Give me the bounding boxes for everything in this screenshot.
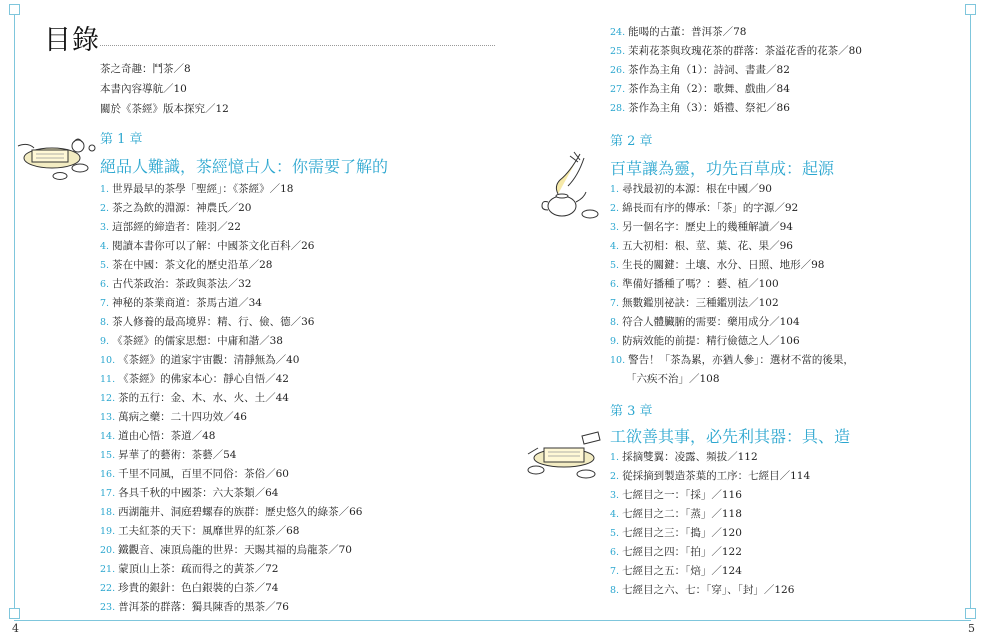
page-number-right: 5 [968,622,975,635]
list-item[interactable]: 22. 珍貴的銀針：色白銀裝的白茶／74 [100,582,279,594]
page-title: 目錄 [44,25,100,56]
list-item[interactable]: 10. 警告！「茶為累，亦猶人參」：選材不當的後果， [610,354,854,366]
list-item[interactable]: 7. 七經目之五：「焙」／124 [610,565,742,577]
list-item[interactable]: 8. 茶人修養的最高境界：精、行、儉、德／36 [100,316,315,328]
front-matter-item[interactable]: 本書內容導航／10 [100,83,187,95]
teapot-pouring-illustration-icon [540,150,606,226]
list-item[interactable]: 12. 茶的五行：金、木、水、火、土／44 [100,392,289,404]
list-item[interactable]: 19. 工夫紅茶的天下：風靡世界的紅茶／68 [100,525,300,537]
list-item[interactable]: 20. 鐵觀音、凍頂烏龍的世界：天賜其福的烏龍茶／70 [100,544,352,556]
frame-line-left [14,15,15,608]
list-item[interactable]: 1. 尋找最初的本源：根在中國／90 [610,183,772,195]
list-item[interactable]: 11. 《茶經》的佛家本心：靜心自悟／42 [100,373,289,385]
chapter-3-items [610,448,810,600]
list-item[interactable]: 16. 千里不同風，百里不同俗：茶俗／60 [100,468,289,480]
corner-mark-bottom-left [9,608,20,619]
list-item[interactable]: 7. 神秘的茶業商道：茶馬古道／34 [100,297,262,309]
list-item[interactable]: 9. 防病效能的前提：精行儉德之人／106 [610,335,800,347]
corner-mark-top-right [965,4,976,15]
list-item[interactable]: 23. 普洱茶的群落：獨具陳香的黑茶／76 [100,601,289,613]
chapter-label: 第 2 章 [610,134,653,149]
list-item[interactable]: 17. 各具千秋的中國茶：六大茶類／64 [100,487,279,499]
list-item[interactable]: 2. 從採摘到製造茶葉的工序：七經目／114 [610,470,811,482]
list-item[interactable]: 4. 五大初相：根、莖、葉、花、果／96 [610,240,793,252]
front-matter-item[interactable]: 關於《茶經》版本探究／12 [100,103,229,115]
list-item[interactable]: 10. 《茶經》的道家宇宙觀：清靜無為／40 [100,354,300,366]
list-item[interactable]: 1. 世界最早的茶學「聖經」：《茶經》／18 [100,183,294,195]
list-item[interactable]: 9. 《茶經》的儒家思想：中庸和諧／38 [100,335,283,347]
chapter-label: 第 3 章 [610,404,653,419]
frame-line-bottom [14,620,971,621]
list-item[interactable]: 2. 綿長而有序的傳承：「茶」的字源／92 [610,202,799,214]
frame-line-right [970,15,971,608]
list-item[interactable]: 4. 七經目之二：「蒸」／118 [610,508,742,520]
list-item[interactable]: 13. 萬病之藥：二十四功效／46 [100,411,247,423]
list-item[interactable]: 26. 茶作為主角（1）：詩詞、書畫／82 [610,64,790,76]
title-dotted-rule [100,45,495,46]
list-item[interactable]: 25. 茉莉花茶與玫瑰花茶的群落：茶溢花香的花茶／80 [610,45,862,57]
list-item[interactable]: 7. 無數鑑別祕訣：三種鑑別法／102 [610,297,779,309]
list-item-continuation[interactable]: 「六疾不治」／108 [626,373,720,385]
front-matter-item[interactable]: 茶之奇趣：鬥茶／8 [100,63,191,75]
chapter-1-continued-items [610,23,862,118]
list-item[interactable]: 6. 古代茶政治：茶政與茶法／32 [100,278,252,290]
list-item[interactable]: 5. 茶在中國：茶文化的歷史沿革／28 [100,259,273,271]
chapter-label: 第 1 章 [100,132,143,147]
list-item[interactable]: 8. 符合人體臟腑的需要：藥用成分／104 [610,316,800,328]
list-item[interactable]: 5. 七經目之三：「搗」／120 [610,527,742,539]
page-number-left: 4 [12,622,19,635]
front-matter-list [100,59,229,119]
corner-mark-top-left [9,4,20,15]
list-item[interactable]: 2. 茶之為飲的淵源：神農氏／20 [100,202,252,214]
chapter-2-items [610,180,854,389]
tea-set-illustration-icon [14,128,98,192]
list-item[interactable]: 14. 道由心悟：茶道／48 [100,430,216,442]
list-item[interactable]: 6. 七經目之四：「拍」／122 [610,546,742,558]
list-item[interactable]: 5. 生長的關鍵：土壤、水分、日照、地形／98 [610,259,825,271]
list-item[interactable]: 3. 七經目之一：「採」／116 [610,489,742,501]
chapter-title: 絕品人難識，茶經憶古人：你需要了解的 [100,157,389,176]
list-item[interactable]: 18. 西湖龍井、洞庭碧螺春的族群：歷史悠久的綠茶／66 [100,506,363,518]
list-item[interactable]: 24. 能喝的古董：普洱茶／78 [610,26,747,38]
list-item[interactable]: 8. 七經目之六、七：「穿」、「封」／126 [610,584,795,596]
list-item[interactable]: 6. 準備好播種了嗎？：藝、植／100 [610,278,779,290]
list-item[interactable]: 21. 蒙頂山上茶：疏而得之的黃茶／72 [100,563,279,575]
list-item[interactable]: 15. 昇華了的藝術：茶藝／54 [100,449,237,461]
tea-utensils-illustration-icon [524,430,608,486]
list-item[interactable]: 28. 茶作為主角（3）：婚禮、祭祀／86 [610,102,790,114]
chapter-1-items [100,180,362,617]
list-item[interactable]: 3. 另一個名字：歷史上的幾種解讀／94 [610,221,793,233]
list-item[interactable]: 1. 採摘雙翼：凌露、頻拔／112 [610,451,758,463]
list-item[interactable]: 27. 茶作為主角（2）：歌舞、戲曲／84 [610,83,790,95]
chapter-title: 工欲善其事，必先利其器：具、造 [610,427,851,446]
list-item[interactable]: 4. 閱讀本書你可以了解：中國茶文化百科／26 [100,240,315,252]
chapter-title: 百草讓為靈，功先百草成：起源 [610,159,835,178]
list-item[interactable]: 3. 這部經的締造者：陸羽／22 [100,221,241,233]
corner-mark-bottom-right [965,608,976,619]
